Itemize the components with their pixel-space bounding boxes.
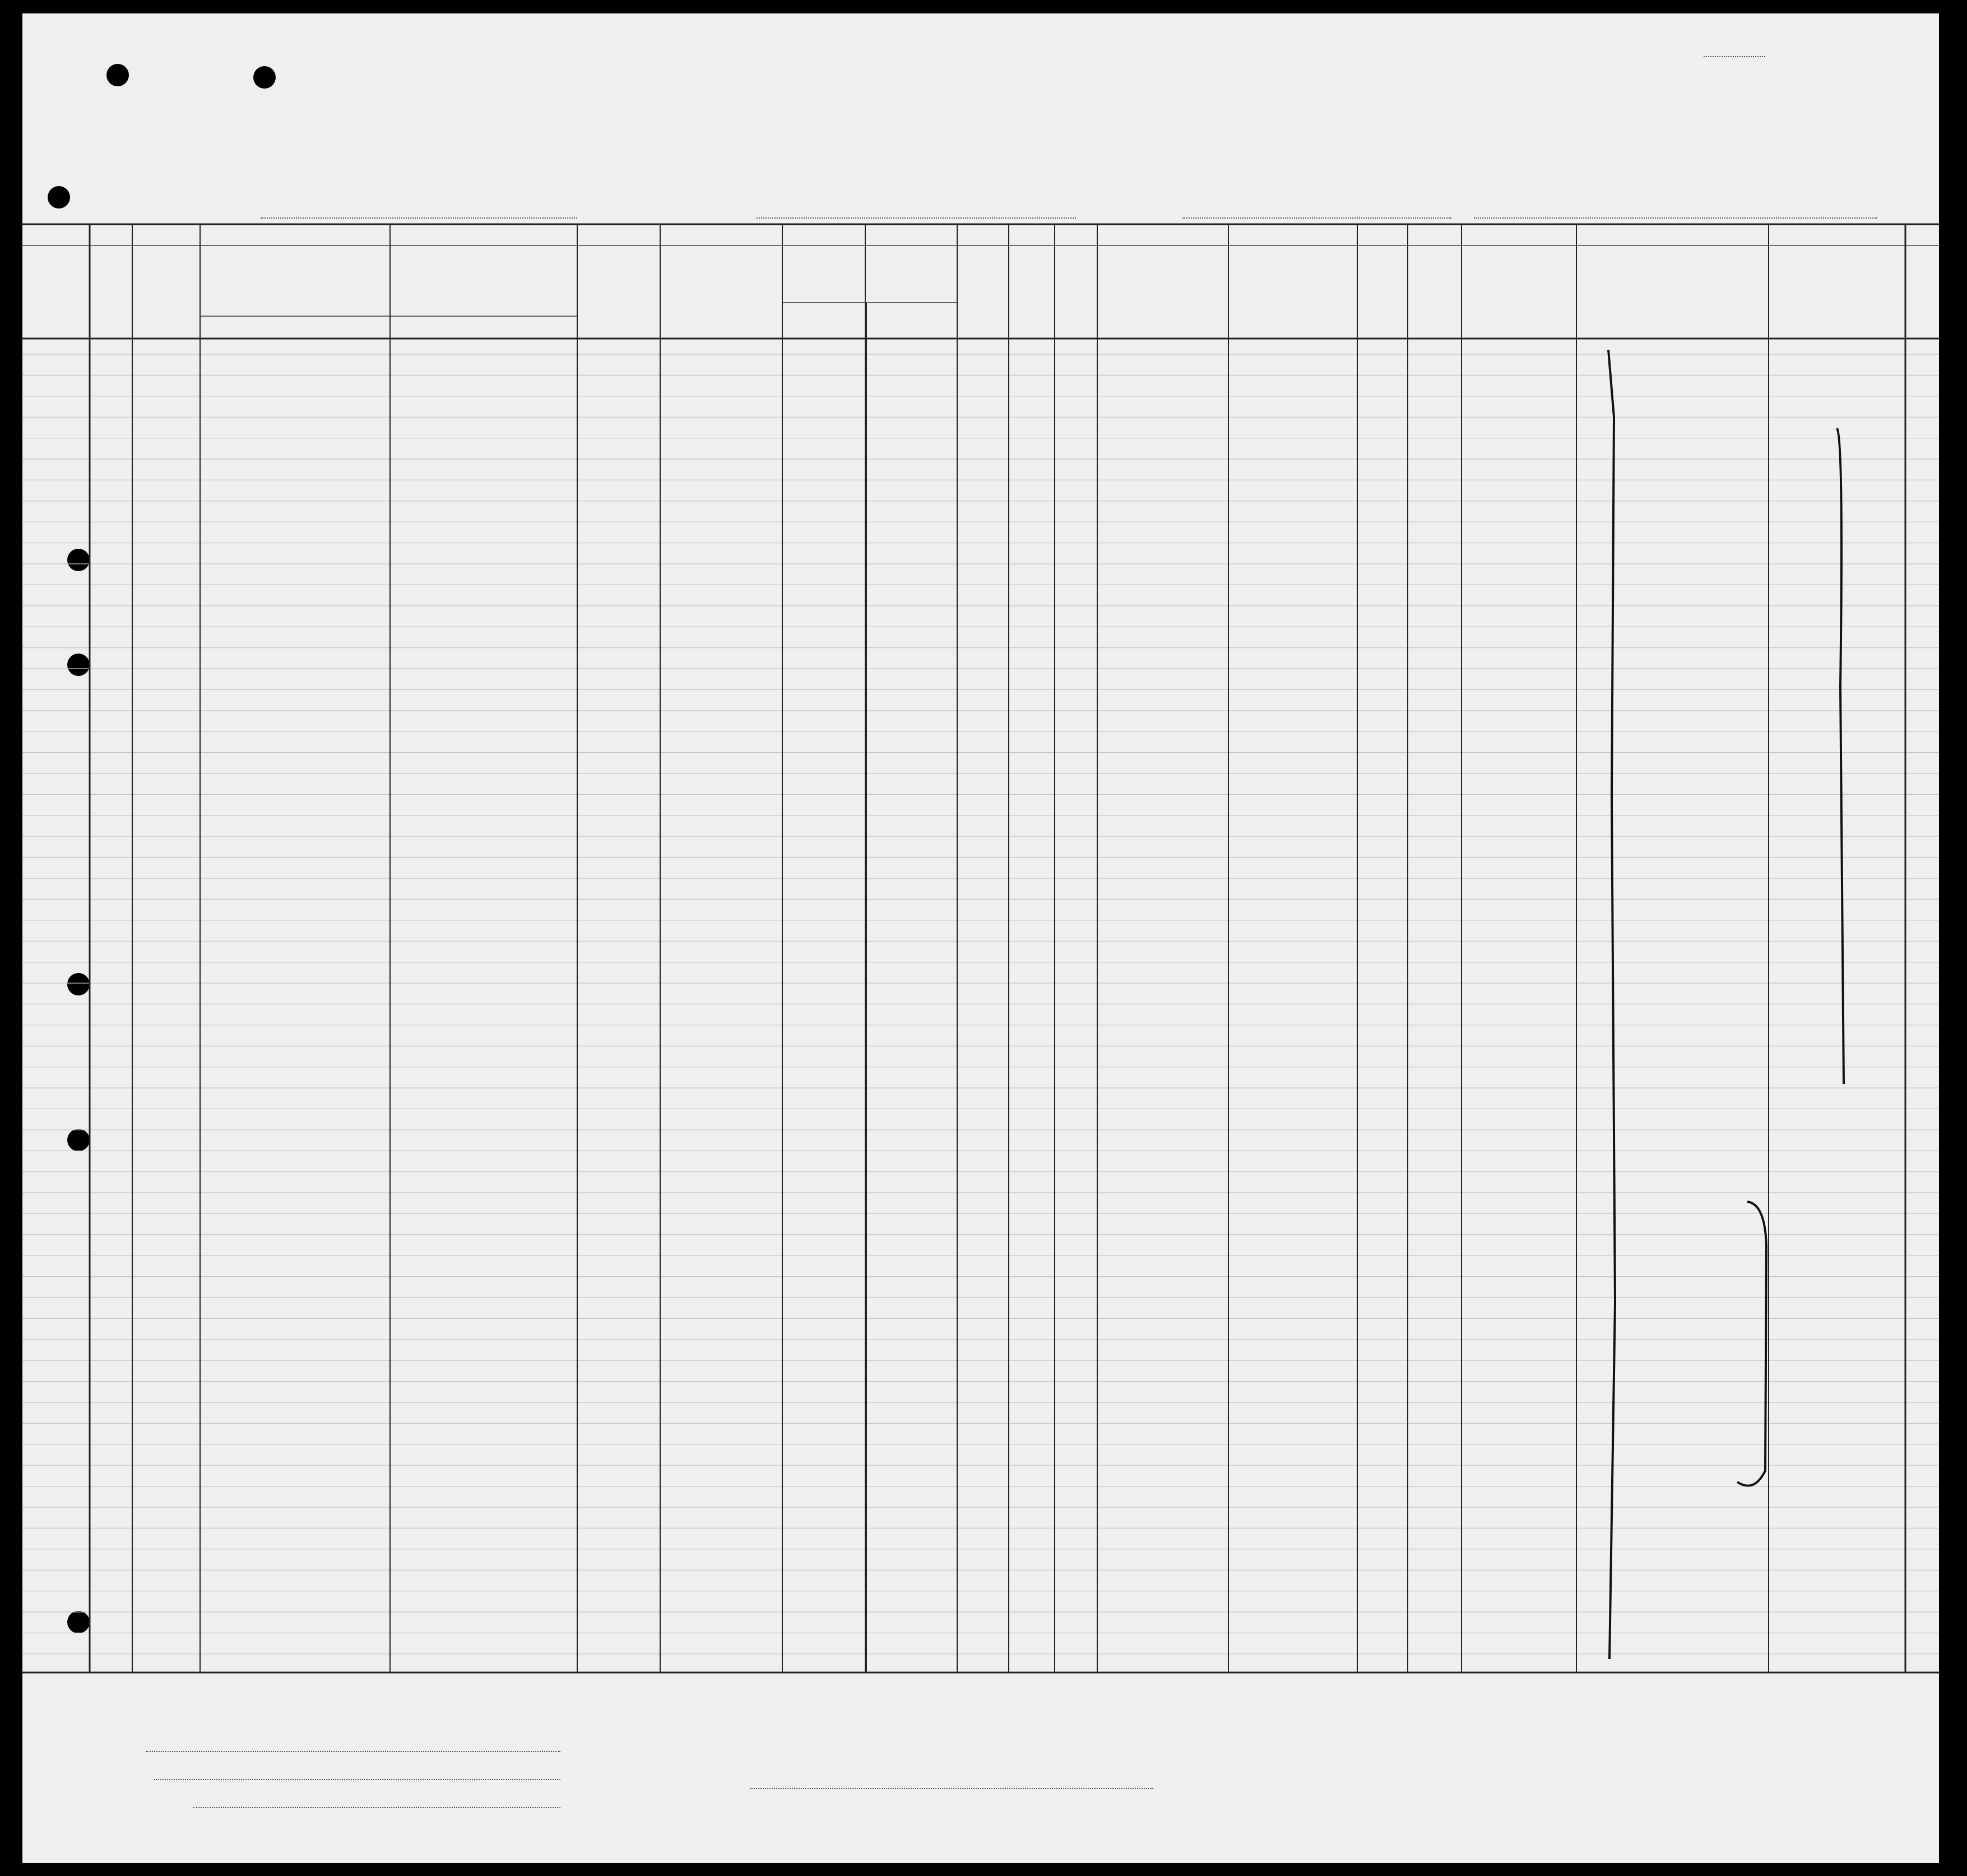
footer-agents-rule bbox=[193, 1807, 560, 1808]
table-grid bbox=[22, 13, 1939, 1863]
inspector-rule bbox=[750, 1788, 1153, 1789]
footer-owners-rule bbox=[154, 1779, 560, 1780]
action-bracket-line bbox=[1837, 428, 1844, 1084]
manifest-sheet bbox=[22, 13, 1939, 1863]
footer-line-rule bbox=[146, 1751, 560, 1752]
action-bracket-line-lower bbox=[1737, 1202, 1766, 1486]
